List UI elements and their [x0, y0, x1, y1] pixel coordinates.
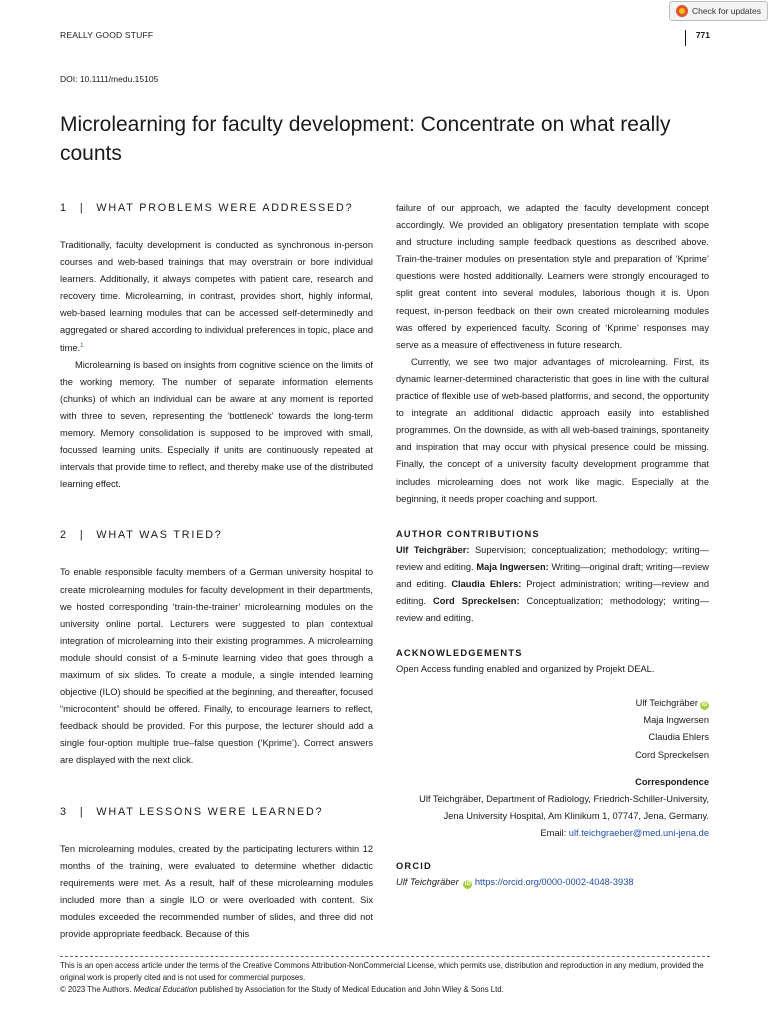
orcid-entry: Ulf Teichgräber iD https://orcid.org/0000-0002-4048-3938: [396, 877, 634, 887]
author-1: Ulf Teichgräber iD: [635, 698, 708, 709]
left-column: [60, 200, 373, 943]
orcid-heading: ORCID: [396, 861, 432, 871]
orcid-link[interactable]: https://orcid.org/0000-0002-4048-3938: [474, 877, 634, 887]
section-2-number: 2: [60, 529, 68, 542]
section-3-title: WHAT LESSONS WERE LEARNED?: [96, 805, 324, 818]
acknowledgements-heading: ACKNOWLEDGEMENTS: [396, 648, 523, 659]
correspondence-address: Ulf Teichgräber, Department of Radiology, Friedrich-Schiller-University, Jena University Hospital, Am Klinikum 1, 07747, Jena, Germany.: [419, 793, 709, 821]
correspondence-email-line: Email: ulf.teichgraeber@med.uni-jena.de: [540, 827, 709, 838]
author-3: Claudia Ehlers: [648, 732, 709, 743]
section-1-heading: [60, 200, 373, 217]
section-2-paragraph-1: To enable responsible faculty members of a German university hospital to create microlearning modules for faculty development in their departments, we hosted corresponding ‘train-the-trainer’ microlearning modules on the university online portal. Lecturers were suggested to plan contextual integration of microlearning into their existing programmes. A microlearning module should consist of a 5-minute learning video that goes through a maximum of six slides. To create a module, a single intended learning objective (ILO) should be specified at the beginning, and thereafter, focused “microcontent” should be offered. Finally, to encourage learners to reflect, feedback should be provided. For this purpose, the lecturer should add a single four-option multiple true–false question (‘Kprime’). Correct answers are displayed with the next click.: [60, 567, 373, 766]
running-header: [60, 30, 710, 46]
doi: DOI: 10.1111/medu.15105: [60, 74, 159, 84]
acknowledgements-text: Open Access funding enabled and organized by Projekt DEAL.: [396, 664, 655, 675]
author-contributions-heading: AUTHOR CONTRIBUTIONS: [396, 528, 540, 539]
section-3-paragraph-1-cont: failure of our approach, we adapted the faculty development concept accordingly. We provided an obligatory presentation template with scope and structure including sample feedback questions as described above. Train-the-trainer modules on presentation style and preparation of ‘Kprime’ questions were hosted additionally. Learners were strongly encouraged to split great content into several modules, laborious though it is. Upon request, in-person feedback on their own created microlearning modules was offered by experienced faculty. Scoring of ‘Kprime’ responses may serve as a measure of effectiveness in future research.: [396, 203, 709, 350]
email-link[interactable]: ulf.teichgraeber@med.uni-jena.de: [568, 827, 709, 838]
section-3-heading: [60, 804, 373, 821]
check-for-updates-label: Check for updates: [692, 6, 761, 16]
copyright-text: © 2023 The Authors. Medical Education published by Association for the Study of Medical Education and John Wiley & Sons Ltd.: [60, 985, 504, 995]
section-3-separator: |: [79, 805, 85, 818]
orcid-icon[interactable]: iD: [701, 702, 708, 709]
correspondence-block: [396, 774, 709, 842]
section-3-paragraph-2: Currently, we see two major advantages of microlearning. First, its dynamic learner-determined characteristic that goes in line with the cultural practice of flexible use of web-based platforms, and second, the opportunity to integrate an additional didactic approach easily into established programmes. On the downside, as with all web-based trainings, spontaneity and inspiration that may occur with physical presence could be missing. Finally, the concept of a university faculty development programme that includes microlearning does not work like magic. Especially at the beginning, it needs proper coaching and support.: [396, 356, 709, 504]
check-for-updates-button[interactable]: [669, 1, 768, 21]
page-number: 771: [685, 30, 710, 46]
crossmark-icon: [676, 5, 688, 17]
correspondence-heading: Correspondence: [635, 776, 709, 787]
section-2-title: WHAT WAS TRIED?: [96, 529, 223, 542]
license-text: This is an open access article under the terms of the Creative Commons Attribution-NonCommercial License, which permits use, distribution and reproduction in any medium, provided the original work is properly cited and is not used for commercial purposes.: [60, 961, 704, 983]
section-1-number: 1: [60, 202, 68, 214]
section-2-separator: |: [79, 529, 85, 542]
section-1-paragraph-1: Traditionally, faculty development is conducted as synchronous in-person courses and web-based trainings that may overstrain or bore individual learners. Additionally, it always competes with patient care, research and recovery time. Microlearning, in contrast, provides short, highly informal, web-based learning modules that can be accessed self-determinedly and aggregated or shared according to individual preferences in topic, place and time.$^1$: [60, 240, 373, 353]
section-3-number: 3: [60, 805, 68, 818]
author-4: Cord Spreckelsen: [635, 749, 709, 760]
footnote-link[interactable]: 1: [80, 342, 84, 349]
section-1-paragraph-2: Microlearning is based on insights from cognitive science on the limits of the working memory. The number of separate information elements (chunks) of which an individual can be aware at any moment is reported with three to seven, representing the ‘bottleneck’ towards the long-term memory. Memory consolidation is supposed to be improved with small, focussed learning units. Especially if units are continuously repeated at intervals that provide time to reflect, and thereby make use of the distributed learning effect.: [60, 359, 373, 490]
author-signatures: [396, 695, 709, 763]
author-contributions-text: Ulf Teichgräber: Supervision; conceptualization; methodology; writing—review and editing. Maja Ingwersen: Writing—original draft; writing—review and editing. Claudia Ehlers: Project administration; writing—review and editing. Cord Spreckelsen: Conceptualization; methodology; writing—review and editing.: [396, 544, 710, 624]
section-1-separator: |: [79, 202, 85, 214]
author-2: Maja Ingwersen: [643, 715, 709, 726]
orcid-icon: iD: [464, 881, 471, 887]
license-footer: [60, 956, 710, 997]
section-label: REALLY GOOD STUFF: [60, 30, 154, 40]
section-2-heading: [60, 527, 373, 544]
section-3-paragraph-1: Ten microlearning modules, created by the participating lecturers within 12 months of the training, were evaluated to determine whether didactic requirements were met. As a result, half of these microlearning modules included more than a single ILO or were overloaded with content. Six modules exceeded the recommended number of slides, and three did not provide appropriate feedback. Because of this: [60, 843, 373, 939]
article-title: Microlearning for faculty development: Concentrate on what really counts: [60, 113, 671, 165]
right-column: [396, 200, 709, 891]
section-1-title: WHAT PROBLEMS WERE ADDRESSED?: [96, 202, 354, 214]
